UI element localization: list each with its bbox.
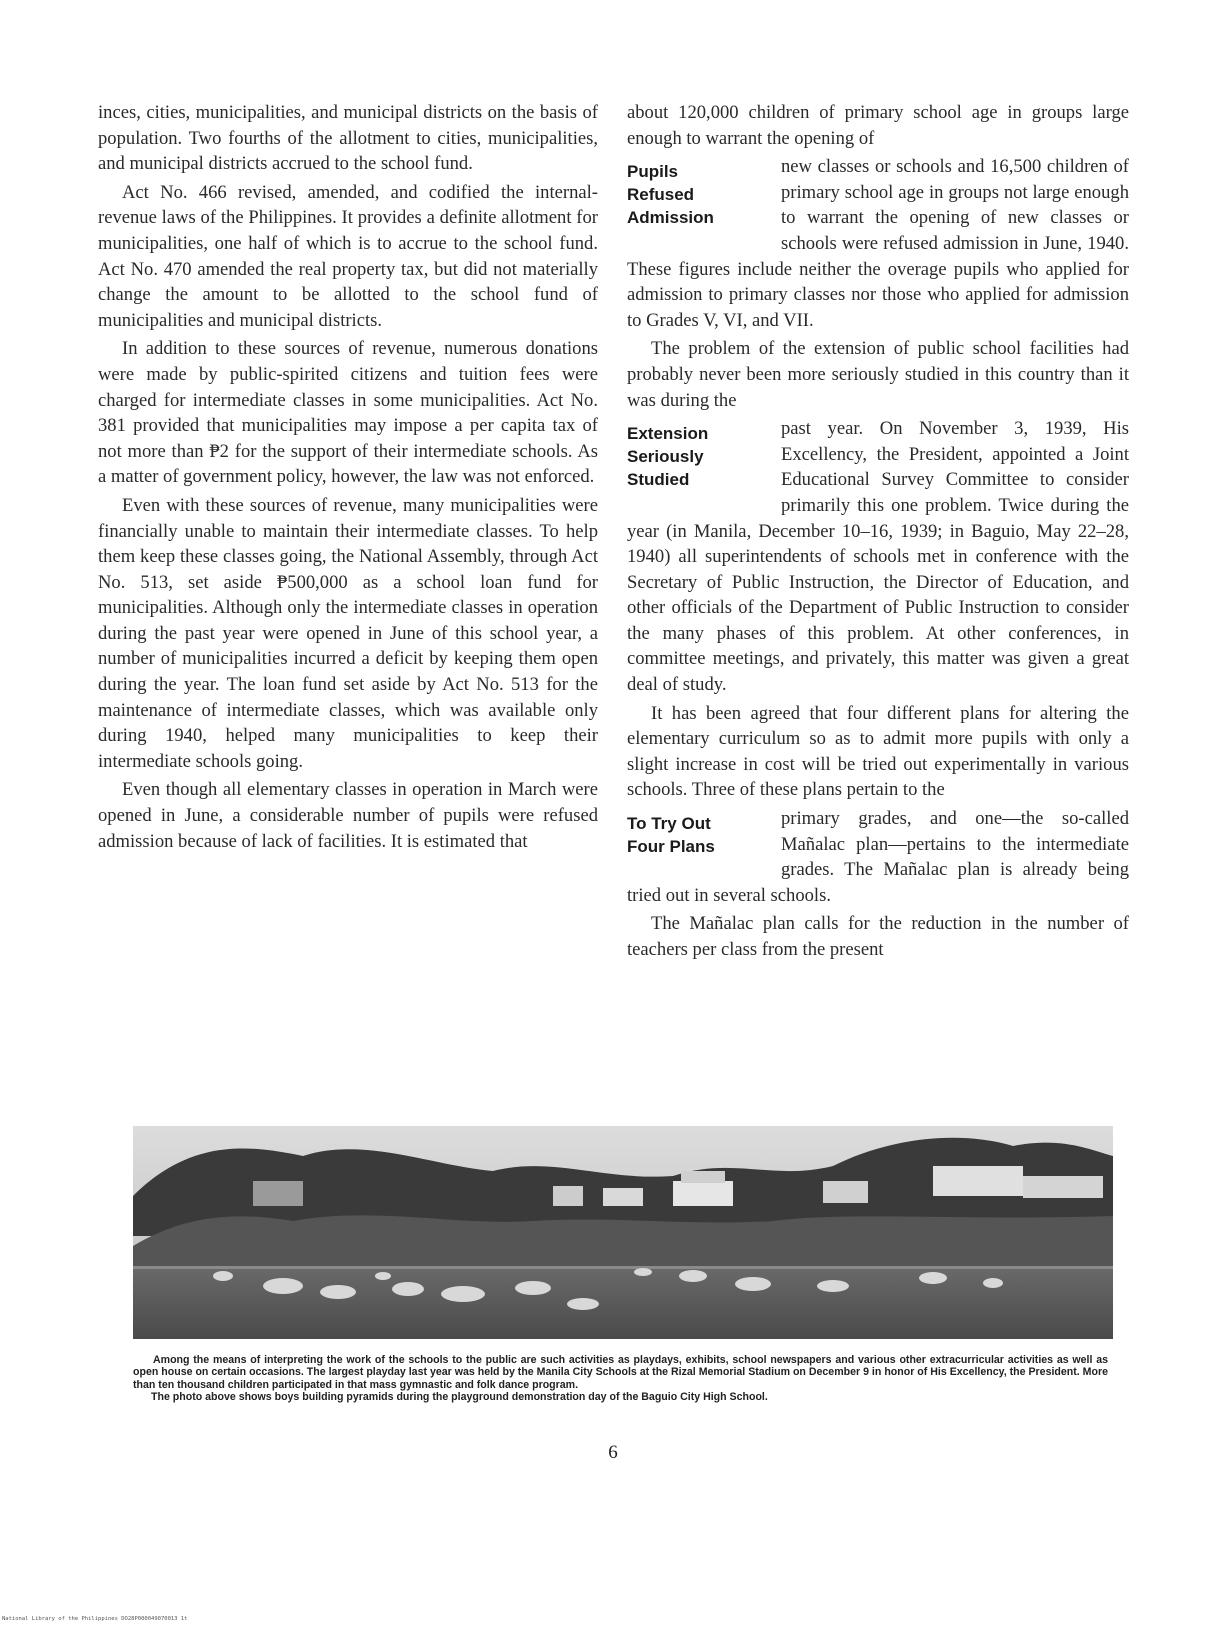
paragraph-lead: It has been agreed that four different plans for altering the elementary curriculum so as to admit more pupils with only a slight increase in cost will be tried out experimentally in various schools. Three of these plans pertain to the bbox=[627, 702, 1129, 801]
paragraph: inces, cities, municipalities, and municipal districts on the basis of population. Two fourths of the allotment to cities, municipalities, and municipal districts accrued to the school fund. bbox=[98, 102, 598, 175]
paragraph: new classes or schools and 16,500 children of primary school age in groups not large enough to warrant the opening of new classes or schools were refused admission in June, 1940. These figures include neither the overage pupils who applied for admission to primary classes nor those who applied for admission to Grades V, VI, and VII. bbox=[627, 156, 1129, 331]
sidehead-extension-seriously-studied: Extension Seriously Studied bbox=[627, 424, 709, 490]
paragraph: The Mañalac plan calls for the reduction in the number of teachers per class from the present bbox=[627, 913, 1129, 960]
paragraph: In addition to these sources of revenue, numerous donations were made by public-spirited citizens and tuition fees were charged for intermediate classes in some municipalities. Act No. 381 provided that municipalities may impose a per capita tax of not more than ₱2 for the support of their intermediate schools. As a matter of government policy, however, the law was not enforced. bbox=[98, 338, 598, 488]
caption-paragraph: The photo above shows boys building pyramids during the playground demonstration day of the Baguio City High School. bbox=[151, 1391, 768, 1404]
right-column bbox=[627, 100, 1129, 966]
paragraph: Act No. 466 revised, amended, and codified the internal-revenue laws of the Philippines. It provides a definite allotment for municipalities, one half of which is to accrue to the school fund. Act No. 470 amended the real property tax, but did not materially change the amount to be allotted to the school fund of municipalities and municipal districts. bbox=[98, 181, 598, 331]
caption-paragraph: Among the means of interpreting the work of the schools to the public are such activities as playdays, exhibits, school newspapers and various other extracurricular activities as well as open house on certain occasions. The largest playday last year was held by the Manila City Schools at the Rizal Memorial Stadium on December 9 in honor of His Excellency, the President. More than ten thousand children participated in that mass gymnastic and folk dance program. bbox=[133, 1354, 1108, 1391]
paragraph-lead: The problem of the extension of public school facilities had probably never been more seriously studied in this country than it was during the bbox=[627, 338, 1129, 411]
paragraph: Even though all elementary classes in operation in March were opened in June, a considerable number of pupils were refused admission because of lack of facilities. It is estimated that bbox=[98, 779, 598, 852]
paragraph: Even with these sources of revenue, many municipalities were financially unable to maintain their intermediate classes. To help them keep these classes going, the National Assembly, through Act No. 513, set aside ₱500,000 as a school loan fund for municipalities. Although only the intermediate classes in operation during the past year were opened in June of this school year, a number of municipalities incurred a deficit by keeping them open during the year. The loan fund set aside by Act No. 513 for the maintenance of intermediate classes, which was available only during 1940, helped many municipalities to keep their intermediate schools going. bbox=[98, 494, 598, 772]
sidehead-pupils-refused-admission: Pupils Refused Admission bbox=[627, 162, 714, 228]
sidehead-to-try-out-four-plans: To Try Out Four Plans bbox=[627, 814, 715, 857]
paragraph-lead: about 120,000 children of primary school age in groups large enough to warrant the opening of bbox=[627, 102, 1129, 149]
paragraph: past year. On November 3, 1939, His Excellency, the President, appointed a Joint Educational Survey Committee to consider primarily this one problem. Twice during the year (in Manila, December 10–16, 1939; in Baguio, May 22–28, 1940) all superintendents of schools met in conference with the Secretary of Public Instruction, the Director of Education, and other officials of the Department of Public Instruction to consider the many phases of this problem. At other conferences, in committee meetings, and privately, this matter was given a great deal of study. bbox=[627, 418, 1129, 696]
left-column bbox=[98, 100, 598, 857]
archive-stamp: National Library of the Philippines DO28P000049070013 1t bbox=[2, 1616, 188, 1622]
photo-caption bbox=[133, 1354, 1108, 1404]
playground-demonstration-photo bbox=[133, 1126, 1113, 1339]
paragraph: primary grades, and one—the so-called Mañalac plan—pertains to the intermediate grades. The Mañalac plan is already being tried out in several schools. bbox=[627, 808, 1129, 906]
page-number: 6 bbox=[608, 1442, 618, 1463]
